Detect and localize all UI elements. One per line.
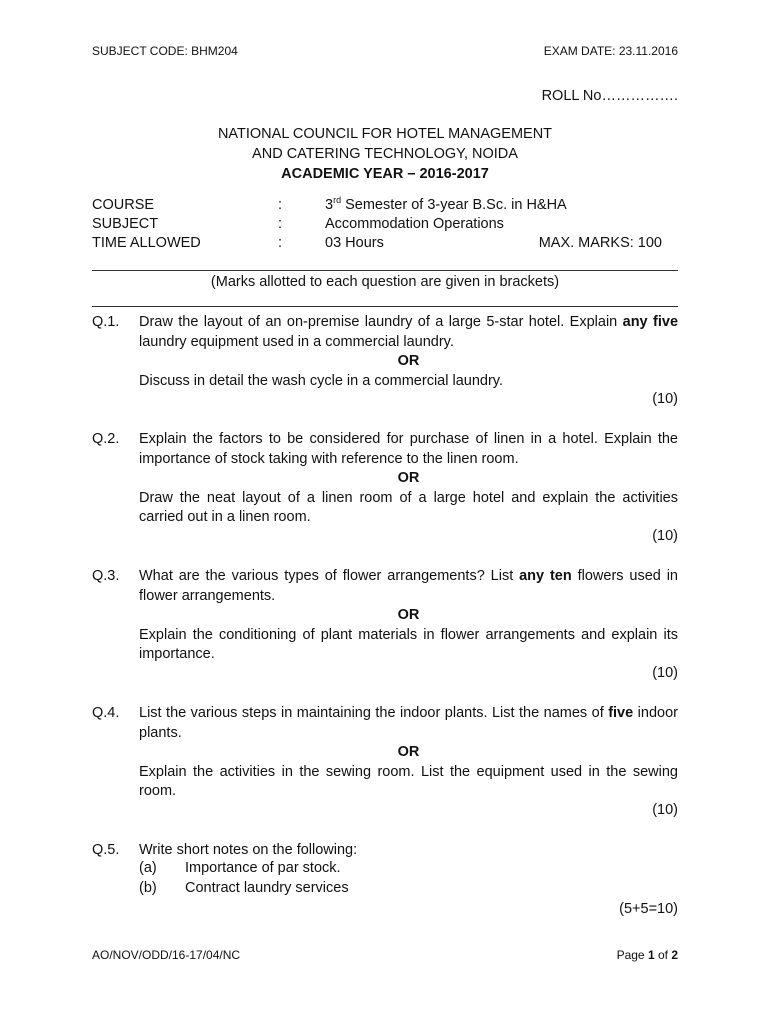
- question-2: [139, 430, 678, 528]
- sub-item-text: Importance of par stock.: [185, 860, 341, 876]
- academic-year: ACADEMIC YEAR – 2016-2017: [281, 166, 489, 182]
- page-word: Page: [616, 948, 648, 962]
- question-4-part-b: Explain the activities in the sewing room. List the equipment used in the sewing room.: [139, 763, 678, 799]
- question-2-part-b: Draw the neat layout of a linen room of a large hotel and explain the activities carried out in a linen room.: [139, 489, 678, 525]
- question-number: Q.5.: [92, 842, 120, 858]
- or-separator: OR: [397, 353, 420, 369]
- question-number: Q.2.: [92, 431, 120, 447]
- q4-text-a-end: indoor plants.: [139, 705, 678, 741]
- paper-code: AO/NOV/ODD/16-17/04/NC: [92, 948, 241, 962]
- question-1-marks: (10): [652, 391, 678, 407]
- question-4: [139, 704, 678, 802]
- page-number: 1: [647, 948, 655, 962]
- time-value: 03 Hours: [325, 235, 384, 251]
- question-1-part-b: Discuss in detail the wash cycle in a commercial laundry.: [139, 372, 503, 389]
- roll-no: ROLL No…………….: [541, 88, 678, 104]
- question-number: Q.3.: [92, 568, 120, 584]
- time-colon: :: [278, 235, 283, 251]
- or-separator: OR: [397, 607, 420, 623]
- question-4-part-a: [139, 704, 678, 743]
- course-rest: Semester of 3-year B.Sc. in H&HA: [341, 197, 567, 213]
- divider-bottom: [92, 306, 678, 307]
- q3-text-a: What are the various types of flower arrangements? List: [139, 568, 520, 584]
- marks-note: (Marks allotted to each question are given in brackets): [210, 274, 560, 290]
- question-3-part-a: [139, 567, 678, 606]
- q1-text-a: Draw the layout of an on-premise laundry of a large 5-star hotel. Explain: [139, 314, 623, 330]
- subject-colon: :: [278, 216, 283, 232]
- q4-emphasis: five: [608, 705, 634, 721]
- question-number: Q.1.: [92, 314, 120, 330]
- divider-top: [92, 270, 678, 271]
- q1-emphasis: any five: [622, 314, 679, 330]
- question-1-part-a: [139, 313, 678, 352]
- question-2-marks: (10): [652, 528, 678, 544]
- question-number: Q.4.: [92, 705, 120, 721]
- question-5: Write short notes on the following:: [139, 842, 358, 858]
- question-4-marks: (10): [652, 802, 678, 818]
- or-separator: OR: [397, 470, 420, 486]
- subject-label: SUBJECT: [92, 216, 159, 232]
- max-marks: MAX. MARKS: 100: [538, 235, 662, 251]
- question-5-marks: (5+5=10): [619, 901, 678, 917]
- question-3-part-b: Explain the conditioning of plant materials in flower arrangements and explain its importance.: [139, 626, 678, 662]
- sub-item-text: Contract laundry services: [185, 880, 349, 896]
- of-word: of: [654, 948, 672, 962]
- time-label: TIME ALLOWED: [92, 235, 201, 251]
- council-name-line2: AND CATERING TECHNOLOGY, NOIDA: [252, 146, 518, 162]
- q4-text-a: List the various steps in maintaining the indoor plants. List the names of: [139, 705, 609, 721]
- council-name-line1: NATIONAL COUNCIL FOR HOTEL MANAGEMENT: [217, 126, 553, 142]
- course-colon: :: [278, 197, 283, 213]
- question-2-part-a: Explain the factors to be considered for purchase of linen in a hotel. Explain the importance of stock taking with reference to the linen room.: [139, 431, 678, 467]
- subject-value: Accommodation Operations: [325, 216, 504, 232]
- course-value: [325, 196, 567, 216]
- course-sup: rd: [333, 195, 342, 206]
- question-3-marks: (10): [652, 665, 678, 681]
- question-1: [139, 313, 678, 391]
- page-indicator: [617, 948, 678, 962]
- exam-date: EXAM DATE: 23.11.2016: [543, 44, 678, 58]
- q1-text-a-end: laundry equipment used in a commercial laundry.: [139, 333, 454, 350]
- subject-code: SUBJECT CODE: BHM204: [92, 44, 238, 58]
- sub-item-label: (b): [139, 880, 157, 896]
- question-3: [139, 567, 678, 665]
- course-label: COURSE: [92, 197, 155, 213]
- sub-item-label: (a): [139, 860, 157, 876]
- q3-emphasis: any ten: [519, 568, 572, 584]
- course-prefix: 3: [325, 197, 334, 213]
- or-separator: OR: [397, 744, 420, 760]
- page-total: 2: [671, 948, 678, 962]
- q3-text-a-end: flowers used in flower arrangements.: [139, 568, 678, 604]
